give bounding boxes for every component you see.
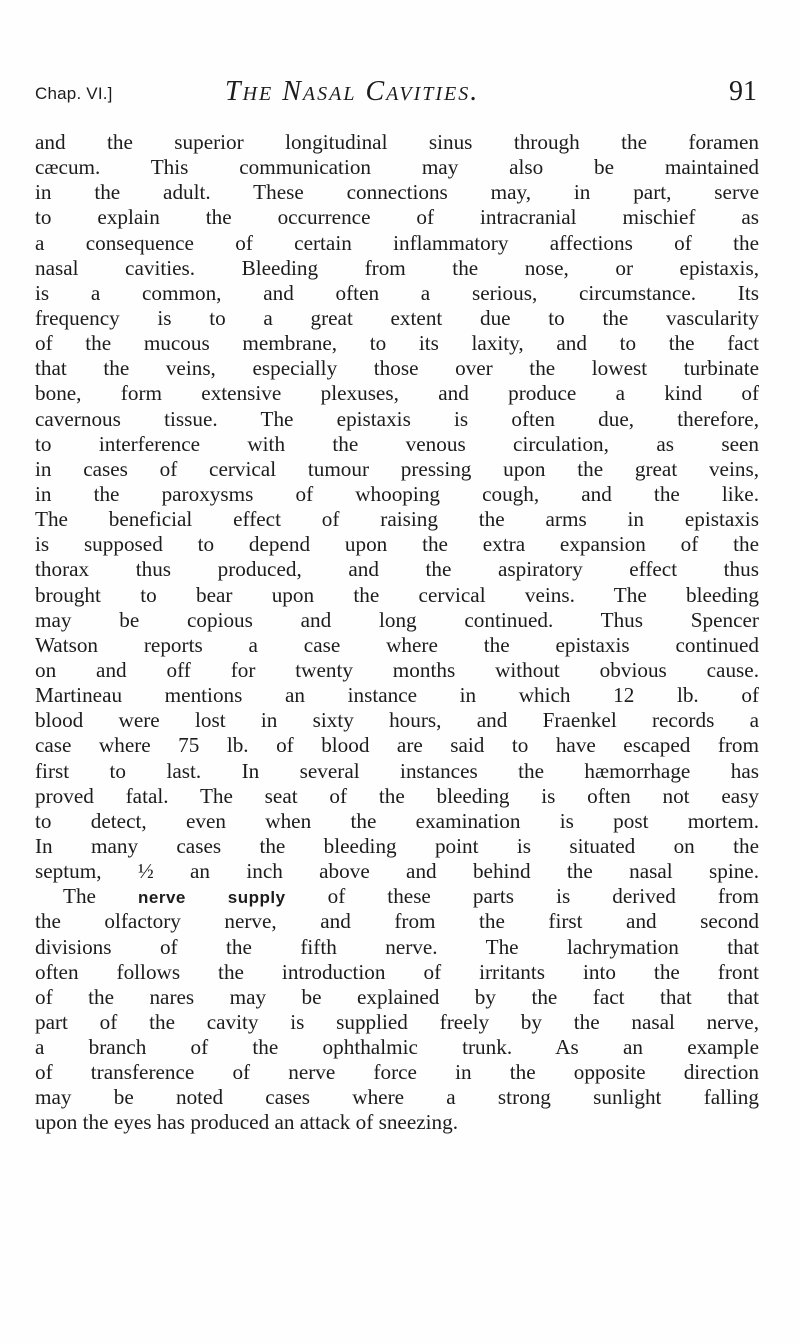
lead-rest: of these parts is derived from xyxy=(327,884,759,909)
paragraph-lead-line xyxy=(35,884,759,909)
page-number: 91 xyxy=(729,76,757,107)
text-line: nasal cavities. Bleeding from the nose, or epistaxis, xyxy=(35,255,759,280)
text-line: to explain the occurrence of intracranial mischief as xyxy=(35,205,759,230)
running-head xyxy=(35,76,757,112)
text-line: cavernous tissue. The epistaxis is often due, therefore, xyxy=(35,406,759,431)
text-line: the olfactory nerve, and from the first and second xyxy=(35,909,759,934)
text-line: to interference with the venous circulation, as seen xyxy=(35,431,759,456)
text-line: may be copious and long continued. Thus Spencer xyxy=(35,607,759,632)
text-line: in the adult. These connections may, in part, serve xyxy=(35,180,759,205)
text-line: first to last. In several instances the hæmorrhage has xyxy=(35,758,759,783)
lead-word: The xyxy=(63,884,96,909)
text-line: a branch of the ophthalmic trunk. As an example xyxy=(35,1035,759,1060)
text-line: upon the eyes has produced an attack of sneezing. xyxy=(35,1110,459,1135)
text-line: part of the cavity is supplied freely by the nasal nerve, xyxy=(35,1009,759,1034)
text-line: to detect, even when the examination is post mortem. xyxy=(35,808,759,833)
body-text xyxy=(35,130,759,1136)
text-line: of the mucous membrane, to its laxity, and to the fact xyxy=(35,331,759,356)
text-line: on and off for twenty months without obvious cause. xyxy=(35,657,759,682)
text-line: that the veins, especially those over the lowest turbinate xyxy=(35,356,759,381)
text-line: The beneficial effect of raising the arms in epistaxis xyxy=(35,507,759,532)
text-line: is a common, and often a serious, circumstance. Its xyxy=(35,280,759,305)
text-line: is supposed to depend upon the extra expansion of the xyxy=(35,532,759,557)
text-line: of transference of nerve force in the opposite direction xyxy=(35,1060,759,1085)
text-line: of the nares may be explained by the fact that that xyxy=(35,984,759,1009)
text-line: bone, form extensive plexuses, and produce a kind of xyxy=(35,381,759,406)
text-line: Watson reports a case where the epistaxis continued xyxy=(35,632,759,657)
text-line: may be noted cases where a strong sunlight falling xyxy=(35,1085,759,1110)
text-line: thorax thus produced, and the aspiratory effect thus xyxy=(35,557,759,582)
text-line: a consequence of certain inflammatory affections of the xyxy=(35,230,759,255)
text-line: blood were lost in sixty hours, and Fraenkel records a xyxy=(35,708,759,733)
text-line: brought to bear upon the cervical veins. The bleeding xyxy=(35,582,759,607)
text-line: septum, ½ an inch above and behind the nasal spine. xyxy=(35,859,759,884)
text-line: proved fatal. The seat of the bleeding is often not easy xyxy=(35,783,759,808)
text-line: Martineau mentions an instance in which 12 lb. of xyxy=(35,683,759,708)
chapter-label: Chap. VI.] xyxy=(35,84,113,103)
text-line: divisions of the fifth nerve. The lachrymation that xyxy=(35,934,759,959)
text-line: in the paroxysms of whooping cough, and the like. xyxy=(35,481,759,506)
text-line: and the superior longitudinal sinus through the foramen xyxy=(35,130,759,154)
text-line: in cases of cervical tumour pressing upon the great veins, xyxy=(35,456,759,481)
text-line: frequency is to a great extent due to the vascularity xyxy=(35,305,759,330)
text-line: In many cases the bleeding point is situated on the xyxy=(35,833,759,858)
text-line: cæcum. This communication may also be maintained xyxy=(35,155,759,180)
text-line: case where 75 lb. of blood are said to have escaped from xyxy=(35,733,759,758)
text-line: often follows the introduction of irritants into the front xyxy=(35,959,759,984)
nerve-supply-heading: nerve supply xyxy=(137,888,286,908)
chapter-title: The Nasal Cavities. xyxy=(225,76,480,107)
